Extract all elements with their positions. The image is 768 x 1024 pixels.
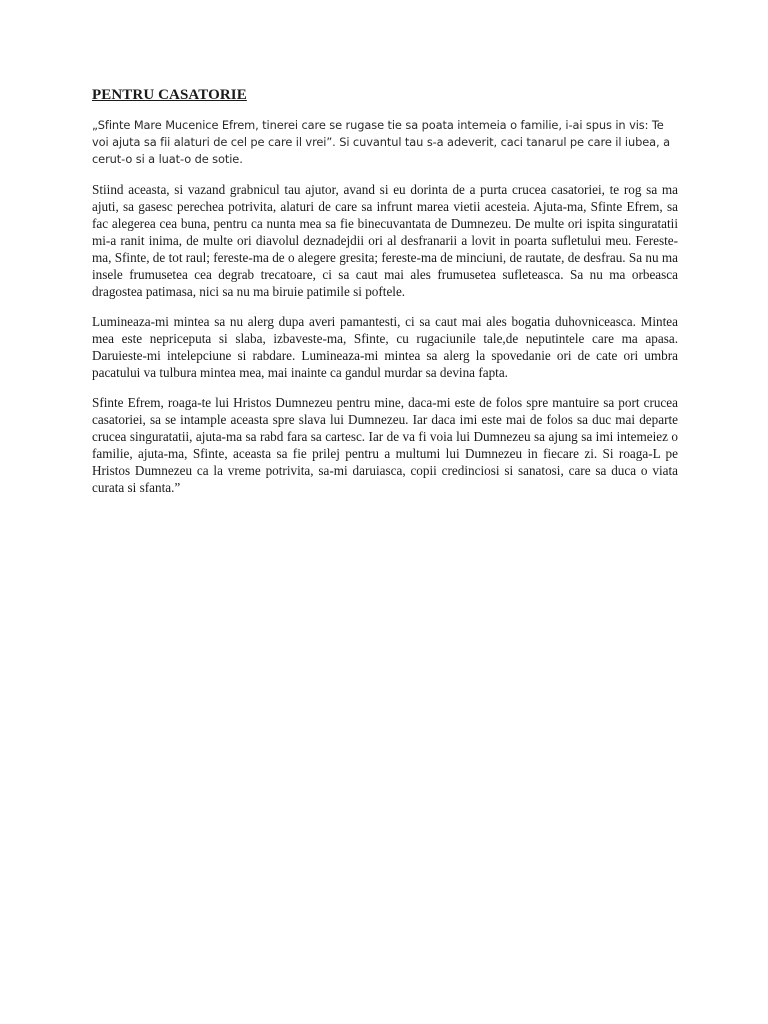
- paragraph-2: Stiind aceasta, si vazand grabnicul tau ajutor, avand si eu dorinta de a purta crucea casatoriei, te rog sa ma ajuti, sa gasesc perechea potrivita, alaturi de care sa infrunt marea vietii acesteia. Ajuta-ma, Sfinte Efrem, sa fac alegerea cea buna, pentru ca nunta mea sa fie binecuvantata de Dumnezeu. De multe ori ispita singuratatii mi-a ranit inima, de multe ori diavolul deznadejdii ori al desfranarii a lovit in poarta sufletului meu. Fereste-ma, Sfinte, de tot raul; fereste-ma de o alegere gresita; fereste-ma de minciuni, de rautate, de desfrau. Sa nu ma insele frumusetea cea degrab trecatoare, ci sa caut mai ales frumusetea sufleteasca. Sa nu ma orbeasca dragostea patimasa, nici sa nu ma biruie patimile si poftele.: [92, 182, 678, 299]
- paragraph-intro: „Sfinte Mare Mucenice Efrem, tinerei care se rugase tie sa poata intemeia o familie, i-ai spus in vis: Te voi ajuta sa fii alaturi de cel pe care il vrei”. Si cuvantul tau s-a adeverit, caci tanarul pe care il iubea, a cerut-o si a luat-o de sotie.: [92, 118, 670, 166]
- document-title: PENTRU CASATORIE: [92, 87, 247, 103]
- paragraph-3: Lumineaza-mi mintea sa nu alerg dupa averi pamantesti, ci sa caut mai ales bogatia duhovniceasca. Mintea mea este nepriceputa si slaba, izbaveste-ma, Sfinte, cu rugaciunile tale,de neputintele care ma apasa. Daruieste-mi intelepciune si rabdare. Lumineaza-mi mintea sa alerg la spovedanie ori de cate ori umbra pacatului va tulbura mintea mea, mai inainte ca gandul murdar sa devina fapta.: [92, 314, 678, 380]
- document-body: [92, 84, 678, 509]
- paragraph-4: Sfinte Efrem, roaga-te lui Hristos Dumnezeu pentru mine, daca-mi este de folos spre mantuire sa port crucea casatoriei, sa se intample aceasta spre slava lui Dumnezeu. Iar daca imi este mai de folos sa duc mai departe crucea singuratatii, ajuta-ma sa rabd fara sa cartesc. Iar de va fi voia lui Dumnezeu sa ajung sa imi intemeiez o familie, ajuta-ma, Sfinte, aceasta sa fie prilej pentru a multumi lui Dumnezeu in fiecare zi. Si roaga-L pe Hristos Dumnezeu ca la vreme potrivita, sa-mi daruiasca, copii credinciosi si sanatosi, care sa duca o viata curata si sfanta.”: [92, 395, 678, 495]
